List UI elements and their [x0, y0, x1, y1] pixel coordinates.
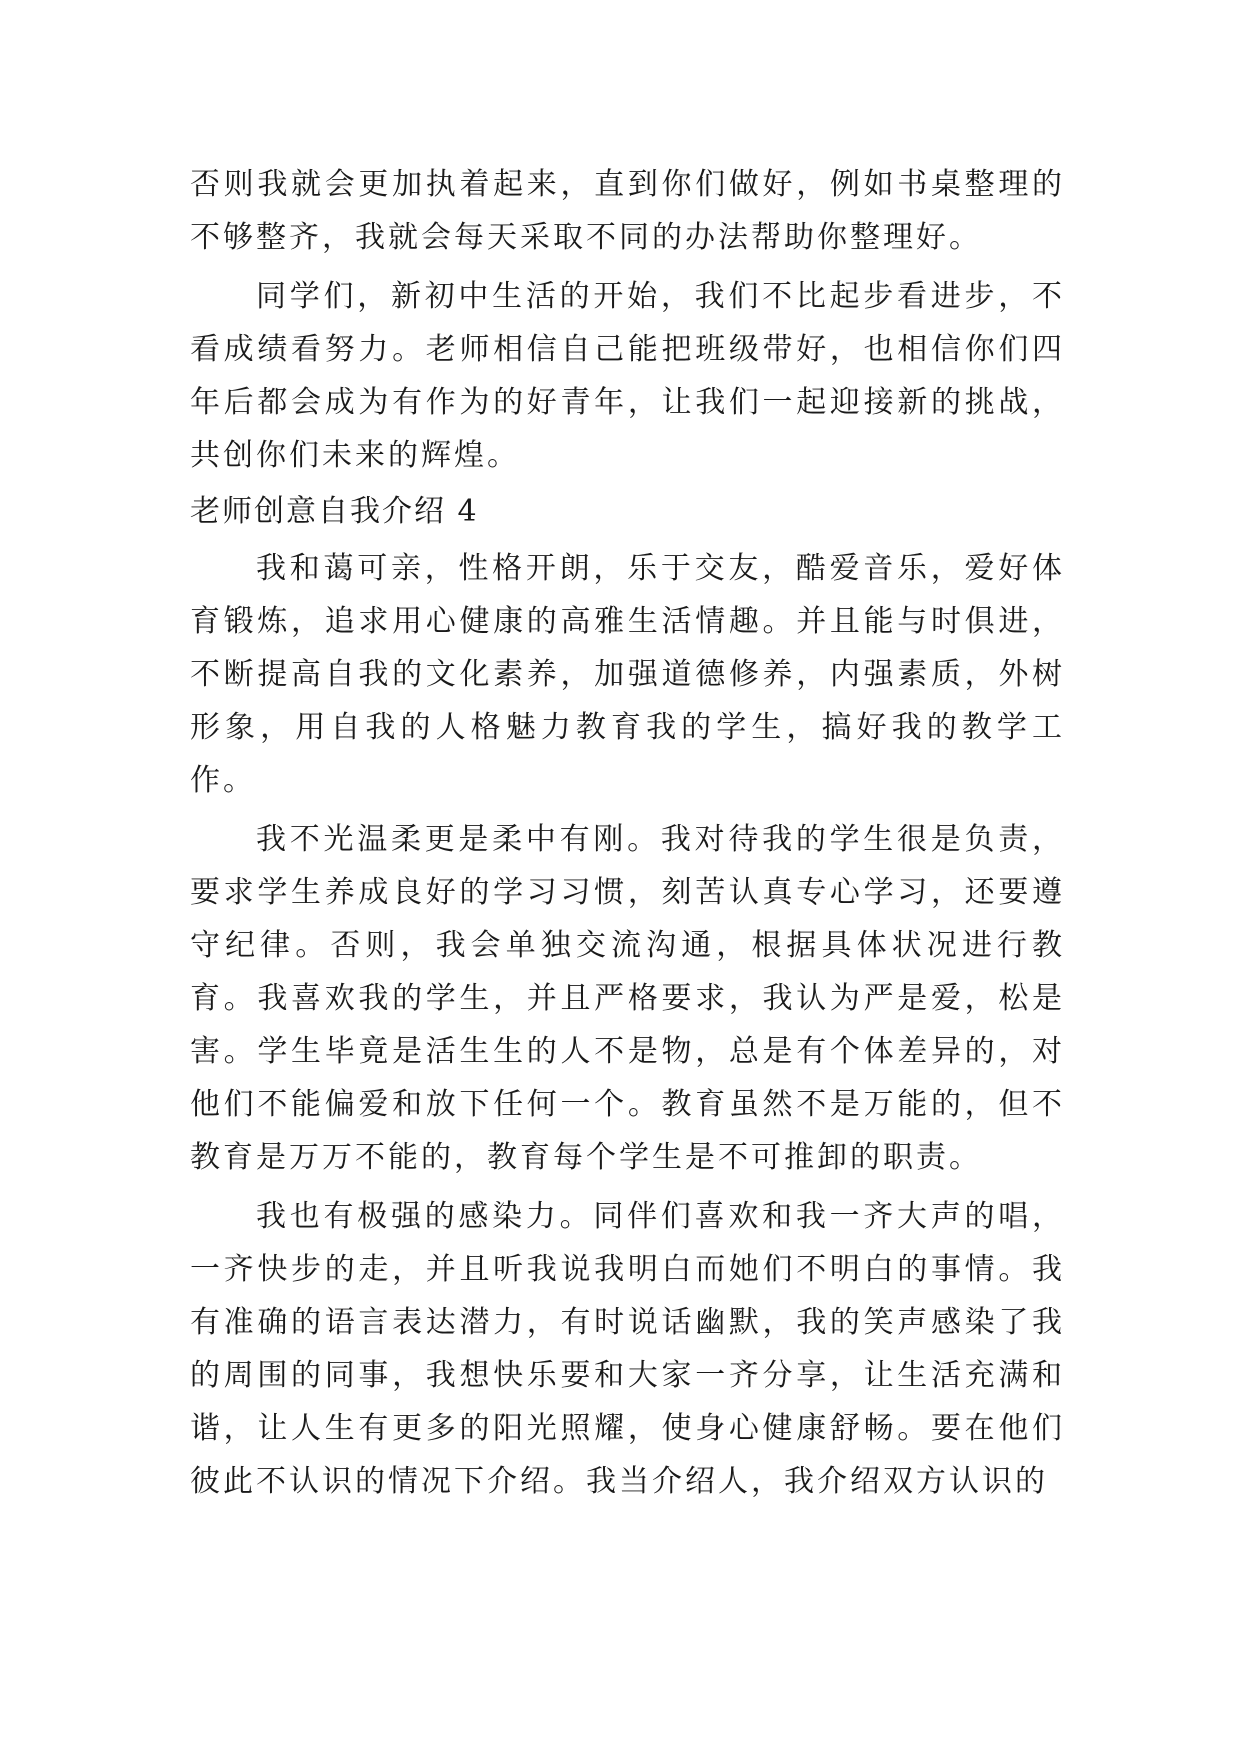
document-body — [190, 158, 1065, 1514]
paragraph: 否则我就会更加执着起来，直到你们做好，例如书桌整理的不够整齐，我就会每天采取不同的办法帮助你整理好。 — [190, 167, 1065, 255]
paragraph: 同学们，新初中生活的开始，我们不比起步看进步，不看成绩看努力。老师相信自己能把班级带好，也相信你们四年后都会成为有作为的好青年，让我们一起迎接新的挑战，共创你们未来的辉煌。 — [190, 279, 1065, 473]
paragraph: 我也有极强的感染力。同伴们喜欢和我一齐大声的唱，一齐快步的走，并且听我说我明白而她们不明白的事情。我有准确的语言表达潜力，有时说话幽默，我的笑声感染了我的周围的同事，我想快乐要和大家一齐分享，让生活充满和谐，让人生有更多的阳光照耀，使身心健康舒畅。要在他们彼此不认识的情况下介绍。我当介绍人，我介绍双方认识的 — [190, 1199, 1065, 1499]
paragraph: 我不光温柔更是柔中有刚。我对待我的学生很是负责，要求学生养成良好的学习习惯，刻苦认真专心学习，还要遵守纪律。否则，我会单独交流沟通，根据具体状况进行教育。我喜欢我的学生，并且严格要求，我认为严是爱，松是害。学生毕竟是活生生的人不是物，总是有个体差异的，对他们不能偏爱和放下任何一个。教育虽然不是万能的，但不教育是万万不能的，教育每个学生是不可推卸的职责。 — [190, 822, 1065, 1175]
section-heading: 老师创意自我介绍 4 — [190, 494, 479, 529]
paragraph: 我和蔼可亲，性格开朗，乐于交友，酷爱音乐，爱好体育锻炼，追求用心健康的高雅生活情趣。并且能与时俱进，不断提高自我的文化素养，加强道德修养，内强素质，外树形象，用自我的人格魅力教育我的学生，搞好我的教学工作。 — [190, 551, 1065, 798]
